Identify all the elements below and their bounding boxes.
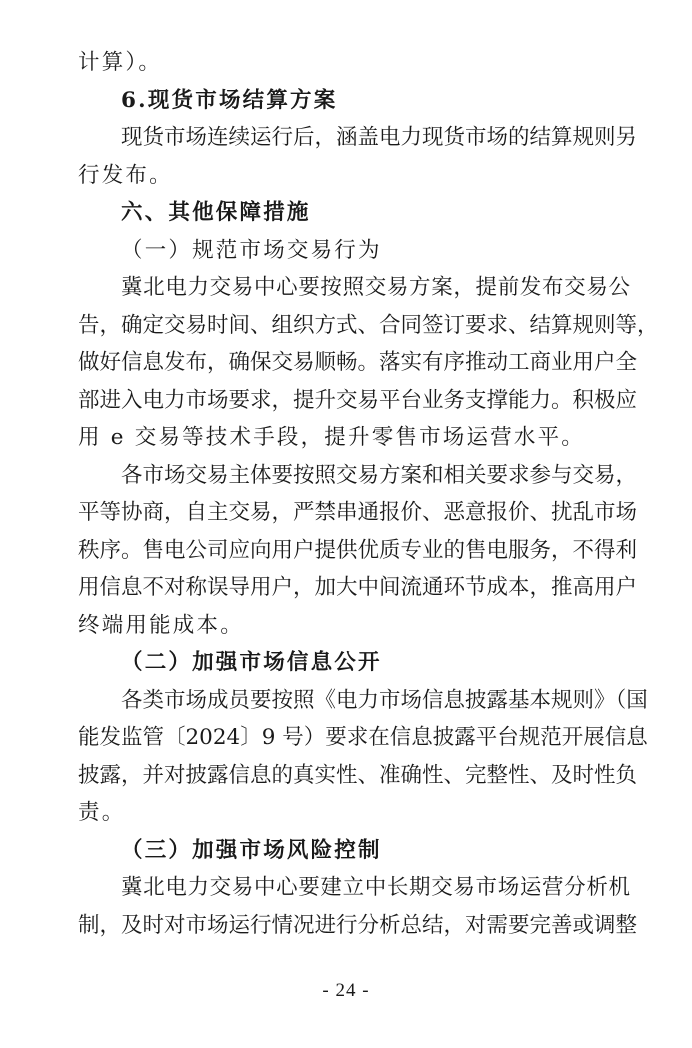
text-line: 能发监管〔2024〕9 号）要求在信息披露平台规范开展信息 <box>78 725 648 750</box>
text-line: 用信息不对称误导用户，加大中间流通环节成本，推高用户 <box>78 575 638 600</box>
section-heading: 六、其他保障措施 <box>121 200 311 225</box>
section-heading: （三）加强市场风险控制 <box>121 837 382 863</box>
text-line: 制，及时对市场运行情况进行分析总结，对需要完善或调整 <box>78 912 638 938</box>
text-line: 部进入电力市场要求，提升交易平台业务支撑能力。积极应 <box>78 387 638 413</box>
text-line: 行发布。 <box>78 162 173 188</box>
text-line: 各类市场成员要按照《电力市场信息披露基本规则》（国 <box>121 687 648 713</box>
text-line: 冀北电力交易中心要建立中长期交易市场运营分析机 <box>121 875 630 900</box>
text-line: 用 e 交易等技术手段，提升零售市场运营水平。 <box>78 425 585 450</box>
section-heading: 6.现货市场结算方案 <box>121 87 338 113</box>
section-heading: （二）加强市场信息公开 <box>121 650 382 675</box>
text-line: （一）规范市场交易行为 <box>121 237 382 263</box>
text-line: 告，确定交易时间、组织方式、合同签订要求、结算规则等， <box>78 312 659 338</box>
text-line: 现货市场连续运行后，涵盖电力现货市场的结算规则另 <box>121 125 638 150</box>
page-number: - 24 - <box>322 980 370 1001</box>
text-line: 披露，并对披露信息的真实性、准确性、完整性、及时性负 <box>78 762 638 788</box>
text-line: 各市场交易主体要按照交易方案和相关要求参与交易， <box>121 462 638 488</box>
text-line: 平等协商，自主交易，严禁串通报价、恶意报价、扰乱市场 <box>78 500 638 525</box>
document-body <box>78 44 659 944</box>
text-line: 冀北电力交易中心要按照交易方案，提前发布交易公 <box>121 275 630 300</box>
text-line: 计算）。 <box>78 50 163 75</box>
text-line: 秩序。售电公司应向用户提供优质专业的售电服务，不得利 <box>78 537 638 563</box>
paragraph-lines <box>78 44 659 944</box>
text-line: 终端用能成本。 <box>78 612 244 638</box>
text-line: 做好信息发布，确保交易顺畅。落实有序推动工商业用户全 <box>78 350 638 375</box>
text-line: 责。 <box>78 800 126 825</box>
